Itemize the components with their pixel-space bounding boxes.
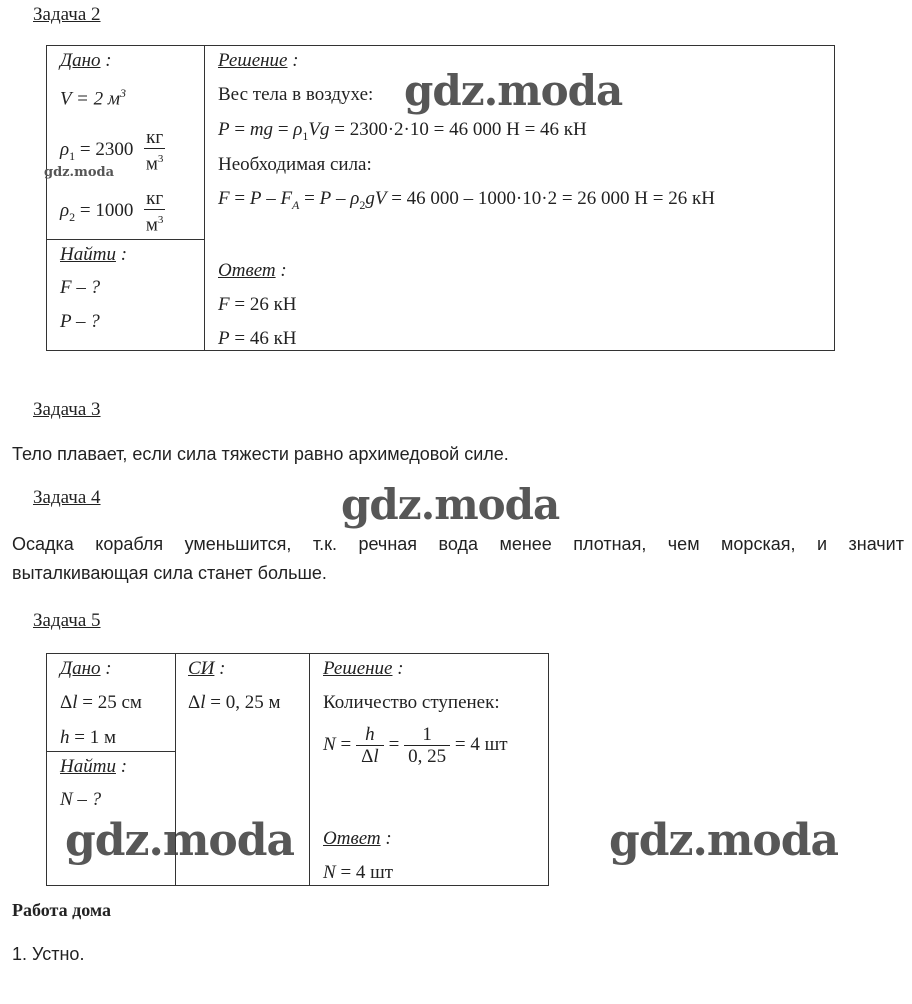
task5-given-label: Дано : — [60, 658, 112, 679]
task2-answer-p: P = 46 кН — [218, 328, 297, 349]
task5-solution-line1: Количество ступенек: — [323, 692, 500, 713]
task5-find-n: N – ? — [60, 789, 102, 810]
homework-heading: Работа дома — [12, 900, 111, 920]
watermark-middle: gdz.moda — [341, 480, 560, 529]
task4-text-line1: Осадка корабля уменьшится, т.к. речная вода менее плотная, чем морская, и значит — [12, 534, 904, 554]
task2-heading: Задача 2 — [33, 4, 101, 25]
task2-answer-label: Ответ : — [218, 260, 287, 281]
task2-given-label: Дано : — [60, 50, 112, 71]
task3-text: Тело плавает, если сила тяжести равно архимедовой силе. — [12, 444, 509, 464]
task4-heading: Задача 4 — [33, 487, 101, 508]
task5-given-h: h = 1 м — [60, 727, 116, 748]
task2-given-rho2: $\rho_2 = 1000$ $\frac{кг}{м^3}$ — [60, 188, 164, 236]
task2-find-p: P – ? — [60, 311, 100, 332]
task2-solution-weight-formula: P = mg = $\rho_1Vg = 2300\cdot 2\cdot 10 = 46$ 000 Н = 46 кН — [218, 119, 587, 143]
watermark-small: gdz.moda — [44, 165, 115, 180]
task5-si-label: СИ : — [188, 658, 226, 679]
task5-answer-label: Ответ : — [323, 828, 392, 849]
task2-find-label: Найти : — [60, 244, 128, 265]
task5-si-dl: Δl = 0, 25 м — [188, 692, 281, 713]
task2-solution-line1: Вес тела в воздухе: — [218, 84, 374, 105]
watermark-top: gdz.moda — [404, 66, 623, 115]
task4-text-line2: выталкивающая сила станет больше. — [12, 563, 327, 583]
watermark-bottom-right: gdz.moda — [609, 815, 839, 866]
task5-heading: Задача 5 — [33, 610, 101, 631]
task5-find-label: Найти : — [60, 756, 128, 777]
task2-answer-f: F = 26 кН — [218, 294, 297, 315]
homework-item-1: 1. Устно. — [12, 944, 85, 964]
task2-find-f: F – ? — [60, 277, 101, 298]
task2-given-rho1: $\rho_1 = 2300$ $\frac{кг}{м^3}$ — [60, 127, 164, 175]
task3-heading: Задача 3 — [33, 399, 101, 420]
task2-solution-label: Решение : — [218, 50, 299, 71]
task2-given-volume: V = 2 $м^3$ — [60, 86, 126, 110]
task5-answer-n: N = 4 шт — [323, 862, 394, 883]
watermark-bottom-left: gdz.moda — [65, 815, 295, 866]
task5-solution-label: Решение : — [323, 658, 404, 679]
task5-given-dl: Δl = 25 см — [60, 692, 142, 713]
task5-formula: N = $\frac{h}{\Delta l}$ = $\frac{1}{0, 25}$ = 4 шт — [323, 724, 508, 767]
task2-solution-force-formula: $F = P - F_A = P - \rho_2gV = 46$ 000 – 1000·10·2 = 26 000 Н = 26 кН — [218, 188, 715, 212]
task2-solution-line3: Необходимая сила: — [218, 154, 372, 175]
